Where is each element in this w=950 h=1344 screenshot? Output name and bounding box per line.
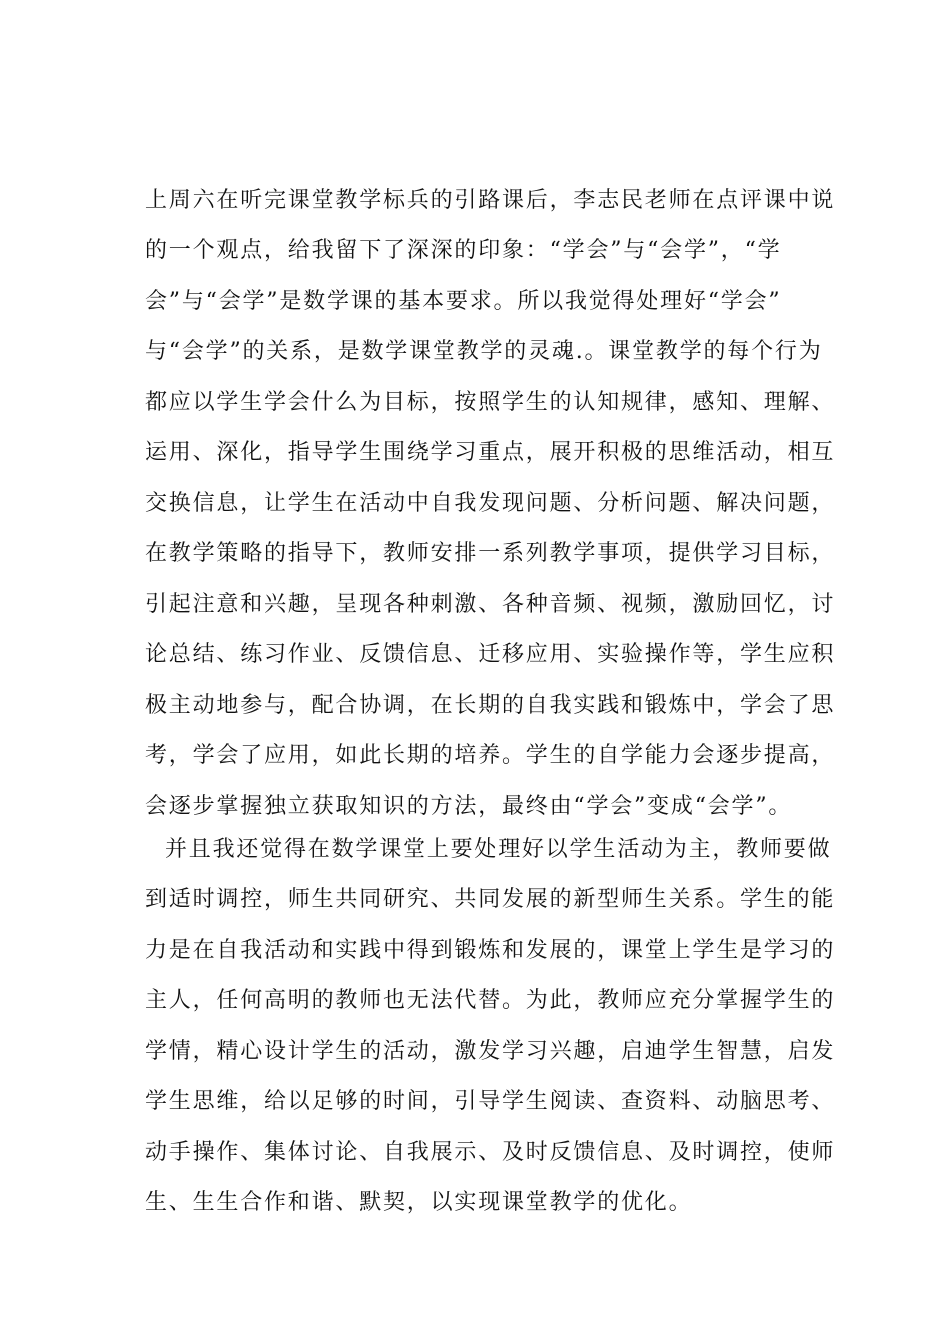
text-line: 论总结、练习作业、反馈信息、迁移应用、实验操作等，学生应积 xyxy=(145,642,836,667)
text-line: 力是在自我活动和实践中得到锻炼和发展的，课堂上学生是学习的 xyxy=(145,938,836,963)
text-line: 主人，任何高明的教师也无法代替。为此，教师应充分掌握学生的 xyxy=(145,988,836,1013)
text-line: 生、生生合作和谐、默契，以实现课堂教学的优化。 xyxy=(145,1190,693,1215)
text-line: 学情，精心设计学生的活动，激发学习兴趣，启迪学生智慧，启发 xyxy=(145,1039,836,1064)
text-line: 在教学策略的指导下，教师安排一系列教学事项，提供学习目标， xyxy=(145,541,836,566)
text-line: 学生思维，给以足够的时间，引导学生阅读、查资料、动脑思考、 xyxy=(145,1089,836,1114)
text-line: 并且我还觉得在数学课堂上要处理好以学生活动为主，教师要做 xyxy=(165,837,832,862)
text-line: 运用、深化，指导学生围绕学习重点，展开积极的思维活动，相互 xyxy=(145,440,836,465)
text-line: 考，学会了应用，如此长期的培养。学生的自学能力会逐步提高， xyxy=(145,743,836,768)
text-line: 上周六在听完课堂教学标兵的引路课后，李志民老师在点评课中说 xyxy=(145,188,836,213)
text-line: 到适时调控，师生共同研究、共同发展的新型师生关系。学生的能 xyxy=(145,887,836,912)
text-line: 极主动地参与，配合协调，在长期的自我实践和锻炼中，学会了思 xyxy=(145,693,836,718)
text-line: 的一个观点，给我留下了深深的印象：“学会”与“会学”，“学 xyxy=(145,238,782,263)
text-line: 引起注意和兴趣，呈现各种刺激、各种音频、视频，激励回忆，讨 xyxy=(145,592,836,617)
text-line: 都应以学生学会什么为目标，按照学生的认知规律，感知、理解、 xyxy=(145,390,836,415)
text-line: 动手操作、集体讨论、自我展示、及时反馈信息、及时调控，使师 xyxy=(145,1140,836,1165)
text-line: 交换信息，让学生在活动中自我发现问题、分析问题、解决问题， xyxy=(145,491,836,516)
text-line: 与“会学”的关系，是数学课堂教学的灵魂.。课堂教学的每个行为 xyxy=(145,339,823,364)
text-line: 会”与“会学”是数学课的基本要求。所以我觉得处理好“学会” xyxy=(145,289,782,314)
text-line: 会逐步掌握独立获取知识的方法，最终由“学会”变成“会学”。 xyxy=(145,794,793,819)
